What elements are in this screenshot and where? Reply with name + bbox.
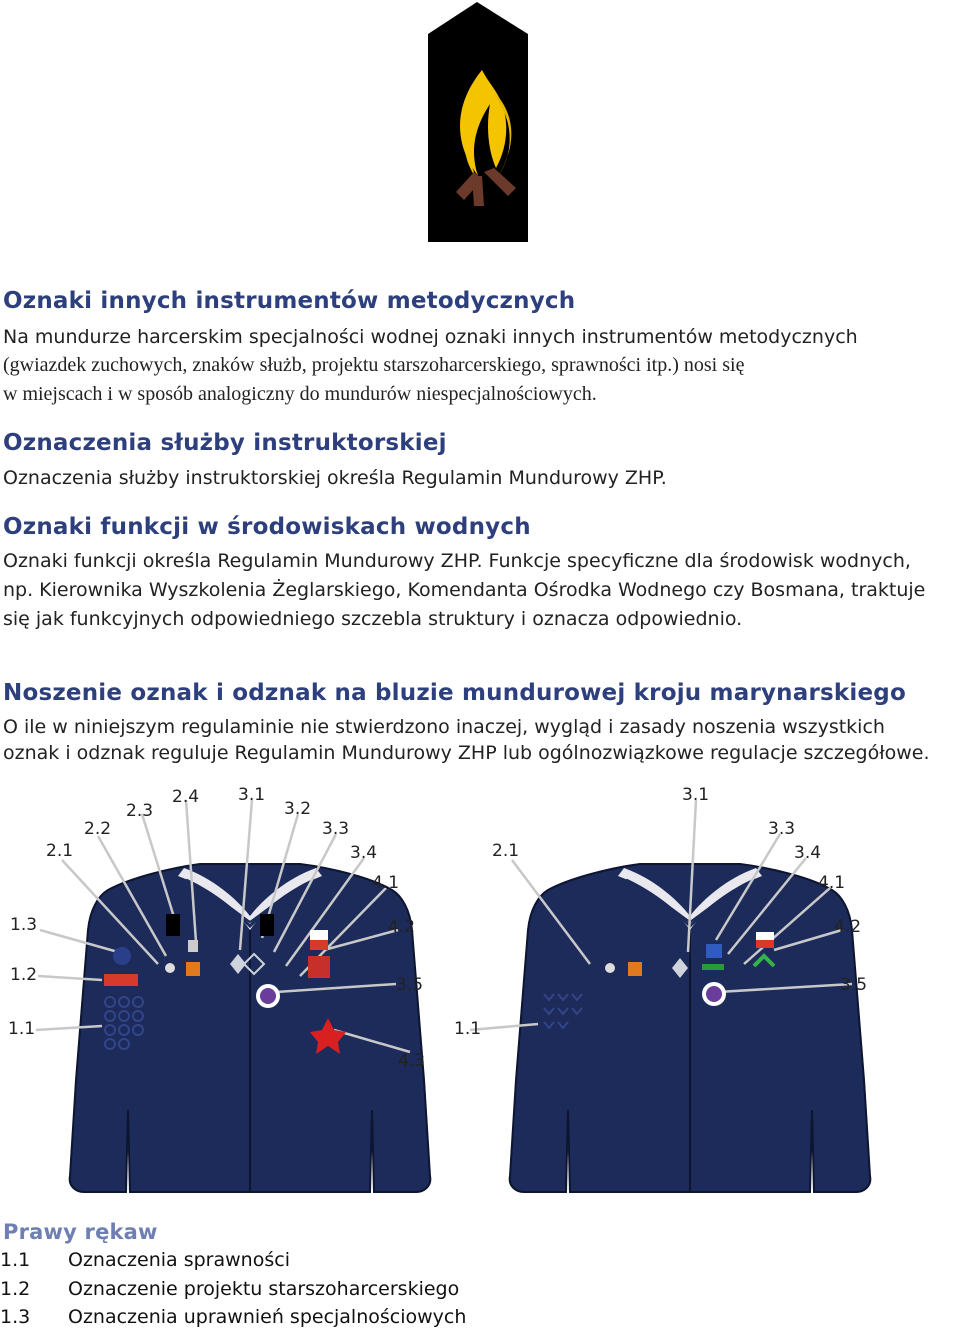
diagram-label: 2.4 [172,787,200,807]
uniform-diagrams [0,780,960,1200]
section-title: Oznaczenia służby instruktorskiej [3,430,447,456]
diagram-label: 3.5 [840,975,868,995]
legend-item [0,1303,466,1332]
legend-number: 1.2 [0,1278,31,1300]
diagram-label: 4.1 [372,873,400,893]
section-title: Noszenie oznak i odznak na bluzie mundurowej kroju marynarskiego [3,680,906,706]
diagram-label: 3.4 [794,843,822,863]
diagram-label: 1.3 [10,915,38,935]
legend-item [0,1246,290,1275]
diagram-label: 3.4 [350,843,378,863]
diagram-label: 1.1 [454,1019,482,1039]
legend-text: Oznaczenia uprawnień specjalnościowych [68,1306,467,1328]
section-line: Na mundurze harcerskim specjalności wodnej oznaki innych instrumentów metodycznych [3,326,858,348]
section-line: oznak i odznak reguluje Regulamin Mundurowy ZHP lub ogólnozwiązkowe regulacje szczegółowe. [3,742,930,764]
diagram-label: 2.1 [46,841,74,861]
section-title: Oznaki funkcji w środowiskach wodnych [3,514,531,540]
diagram-label: 1.1 [8,1019,36,1039]
diagram-label: 3.5 [396,975,424,995]
diagram-label: 1.2 [10,965,38,985]
legend-number: 1.1 [0,1249,31,1271]
section-line: się jak funkcyjnych odpowiedniego szczebla struktury i oznacza odpowiednio. [3,608,743,630]
section-line: Oznaki funkcji określa Regulamin Mundurowy ZHP. Funkcje specyficzne dla środowisk wodnych, [3,550,911,572]
legend-number: 1.3 [0,1306,31,1328]
epaulette-image [424,0,534,244]
legend-item [0,1275,459,1304]
section-line: O ile w niniejszym regulaminie nie stwierdzono inaczej, wygląd i zasady noszenia wszystkich [3,716,885,738]
legend-title: Prawy rękaw [3,1220,158,1244]
section-line: np. Kierownika Wyszkolenia Żeglarskiego, Komendanta Ośrodka Wodnego czy Bosmana, traktuje [3,579,926,601]
diagram-label: 3.1 [682,785,710,805]
diagram-label: 4.1 [818,873,846,893]
legend-text: Oznaczenia sprawności [68,1249,290,1271]
diagram-label: 3.1 [238,785,266,805]
diagram-label: 4.2 [388,917,416,937]
diagram-label: 3.3 [322,819,350,839]
legend-text: Oznaczenie projektu starszoharcerskiego [68,1278,460,1300]
diagram-label: 3.2 [284,799,312,819]
diagram-label: 2.3 [126,801,154,821]
diagram-label: 3.3 [768,819,796,839]
section-line: w miejscach i w sposób analogiczny do mundurów niespecjalnościowych. [3,383,597,405]
section-line: Oznaczenia służby instruktorskiej określa Regulamin Mundurowy ZHP. [3,467,667,489]
section-title: Oznaki innych instrumentów metodycznych [3,288,576,314]
diagram-label: 2.2 [84,819,112,839]
diagram-label: 4.2 [834,917,862,937]
diagram-label: 4.3 [398,1051,426,1071]
section-line: (gwiazdek zuchowych, znaków służb, projektu starszoharcerskiego, sprawności itp.) nosi się [3,354,745,376]
diagram-label: 2.1 [492,841,520,861]
